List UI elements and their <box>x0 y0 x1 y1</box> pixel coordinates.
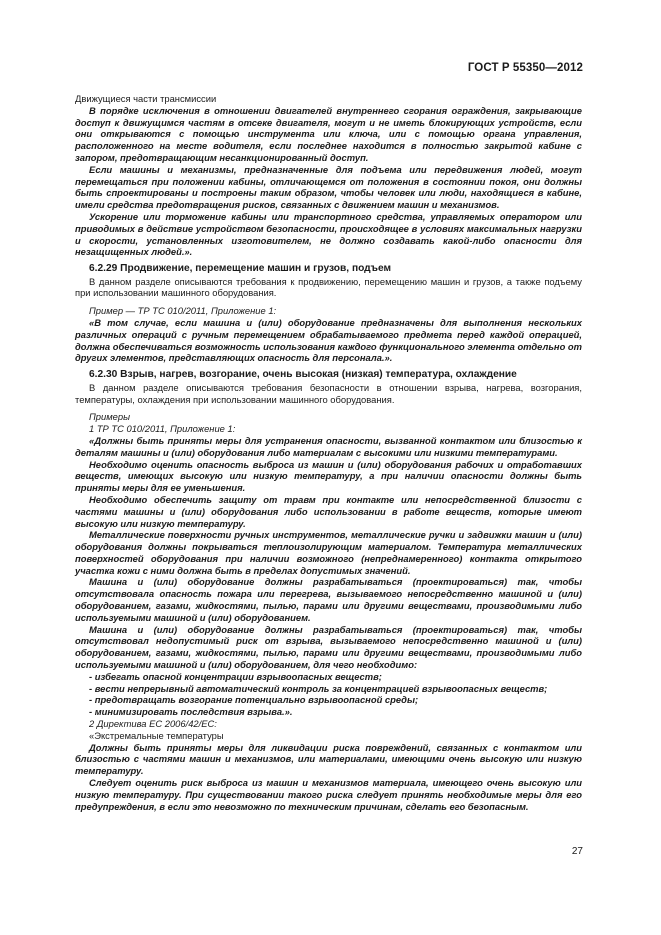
list-item: - минимизировать последствия взрыва.». <box>89 706 293 718</box>
example-source: 1 ТР ТС 010/2011, Приложение 1: <box>89 423 236 435</box>
paragraph: «Экстремальные температуры <box>89 729 224 741</box>
paragraph: Необходимо оценить опасность выброса из машин и (или) оборудования рабочих и отработавших веществ, имеющих высокую или низкую температуру, а при наличии опасности должны быть приняты меры для ее уменьшения. <box>75 458 582 494</box>
paragraph: Должны быть приняты меры для ликвидации риска повреждений, связанных с контактом или близостью с частями машин и механизмов, или материалами, имеющими очень высокую или низкую температуру. <box>75 741 582 777</box>
paragraph: Машина и (или) оборудование должны разрабатываться (проектироваться) так, чтобы отсутствовал недопустимый риск от взрыва, вызываемого непосредственно машиной и (или) оборудованием, газами, жидкостями, пылью, парами или другими веществами, производимыми либо используемыми машиной и (или) оборудованием, для чего необходимо: <box>75 623 582 671</box>
list-item: - избегать опасной концентрации взрывоопасных веществ; <box>89 670 382 682</box>
paragraph: Необходимо обеспечить защиту от травм при контакте или непосредственной близости с частями машины и (или) оборудования либо использовании в работе веществ, которые имеют высокую или низкую температуру. <box>75 493 582 529</box>
document-body <box>75 93 582 812</box>
example-source: 2 Директива ЕС 2006/42/ЕС: <box>89 718 217 730</box>
paragraph: В данном разделе описываются требования безопасности в отношении взрыва, нагрева, возгорания, температуры, охлаждения при использовании машинного оборудования. <box>75 381 582 405</box>
section-heading: 6.2.29 Продвижение, перемещение машин и грузов, подъем <box>89 263 392 275</box>
paragraph: Ускорение или торможение кабины или транспортного средства, управляемых оператором или приводимых в действие устройством безопасности, происходящее в условиях максимальных нагрузки и скорости, установленных изготовителем, не должно создавать какой-либо опасности для незащищенных людей.». <box>75 210 582 258</box>
list-item: - вести непрерывный автоматический контроль за концентрацией взрывоопасных веществ; <box>89 682 548 694</box>
page-number: 27 <box>571 846 583 857</box>
paragraph: Машина и (или) оборудование должны разрабатываться (проектироваться) так, чтобы отсутствовала опасность пожара или перегрева, вызываемого непосредственно машиной и (или) оборудованием, газами, жидкостями, пылью, парами или другими веществами, производимыми либо используемыми машиной и (или) оборудованием. <box>75 576 582 623</box>
paragraph: В порядке исключения в отношении двигателей внутреннего сгорания ограждения, закрывающие доступ к движущимся частям в отсеке двигателя, могут и не иметь блокирующих устройств, если они открываются с помощью инструмента или ключа, или с помощью органа управления, расположенного на месте водителя, если последнее находится в полностью закрытой кабине с запором, предотвращающим несанкционированный доступ. <box>75 104 582 163</box>
standard-code: ГОСТ Р 55350—2012 <box>467 62 583 74</box>
paragraph: Металлические поверхности ручных инструментов, металлические ручки и задвижки машин и (или) оборудования должны покрываться теплоизолирующим материалом. Температура металлических поверхностей оборудования при наличии возможного (непреднамеренного) контакта открытого участка кожи с ними должна быть в пределах допустимых значений. <box>75 529 582 576</box>
examples-label: Примеры <box>89 411 130 423</box>
paragraph: «Должны быть приняты меры для устранения опасности, вызванной контактом или близостью к деталям машины и (или) оборудования либо материалам с высокими или низкими температурами. <box>75 434 582 458</box>
paragraph: «В том случае, если машина и (или) оборудование предназначены для выполнения нескольких различных операций с ручным перемещением обрабатываемого предмета перед каждой операцией, должна обеспечиваться возможность использования каждого функционального элемента отдельно от других элементов, представляющих опасность для персонала.». <box>75 317 582 364</box>
example-label: Пример — ТР ТС 010/2011, Приложение 1: <box>89 305 277 317</box>
paragraph: Следует оценить риск выброса из машин и механизмов материала, имеющего очень высокую или низкую температуру. При существовании такого риска следует принять необходимые меры для его предупреждения, в если это невозможно по техническим причинам, сделать его безопасным. <box>75 777 582 812</box>
paragraph: Если машины и механизмы, предназначенные для подъема или передвижения людей, могут перемещаться при положении кабины, отличающемся от положения в состоянии покоя, они должны быть спроектированы и построены таким образом, чтобы человек или люди, находящиеся в кабине, имели средства предотвращения рисков, связанных с движением машин и механизмов. <box>75 163 582 211</box>
paragraph: В данном разделе описываются требования к продвижению, перемещению машин и грузов, а также подъему при использовании машинного оборудования. <box>75 275 582 299</box>
section-heading: 6.2.30 Взрыв, нагрев, возгорание, очень высокая (низкая) температура, охлаждение <box>89 369 517 381</box>
paragraph: Движущиеся части трансмиссии <box>75 93 217 104</box>
list-item: - предотвращать возгорание потенциально взрывоопасной среды; <box>89 694 419 706</box>
